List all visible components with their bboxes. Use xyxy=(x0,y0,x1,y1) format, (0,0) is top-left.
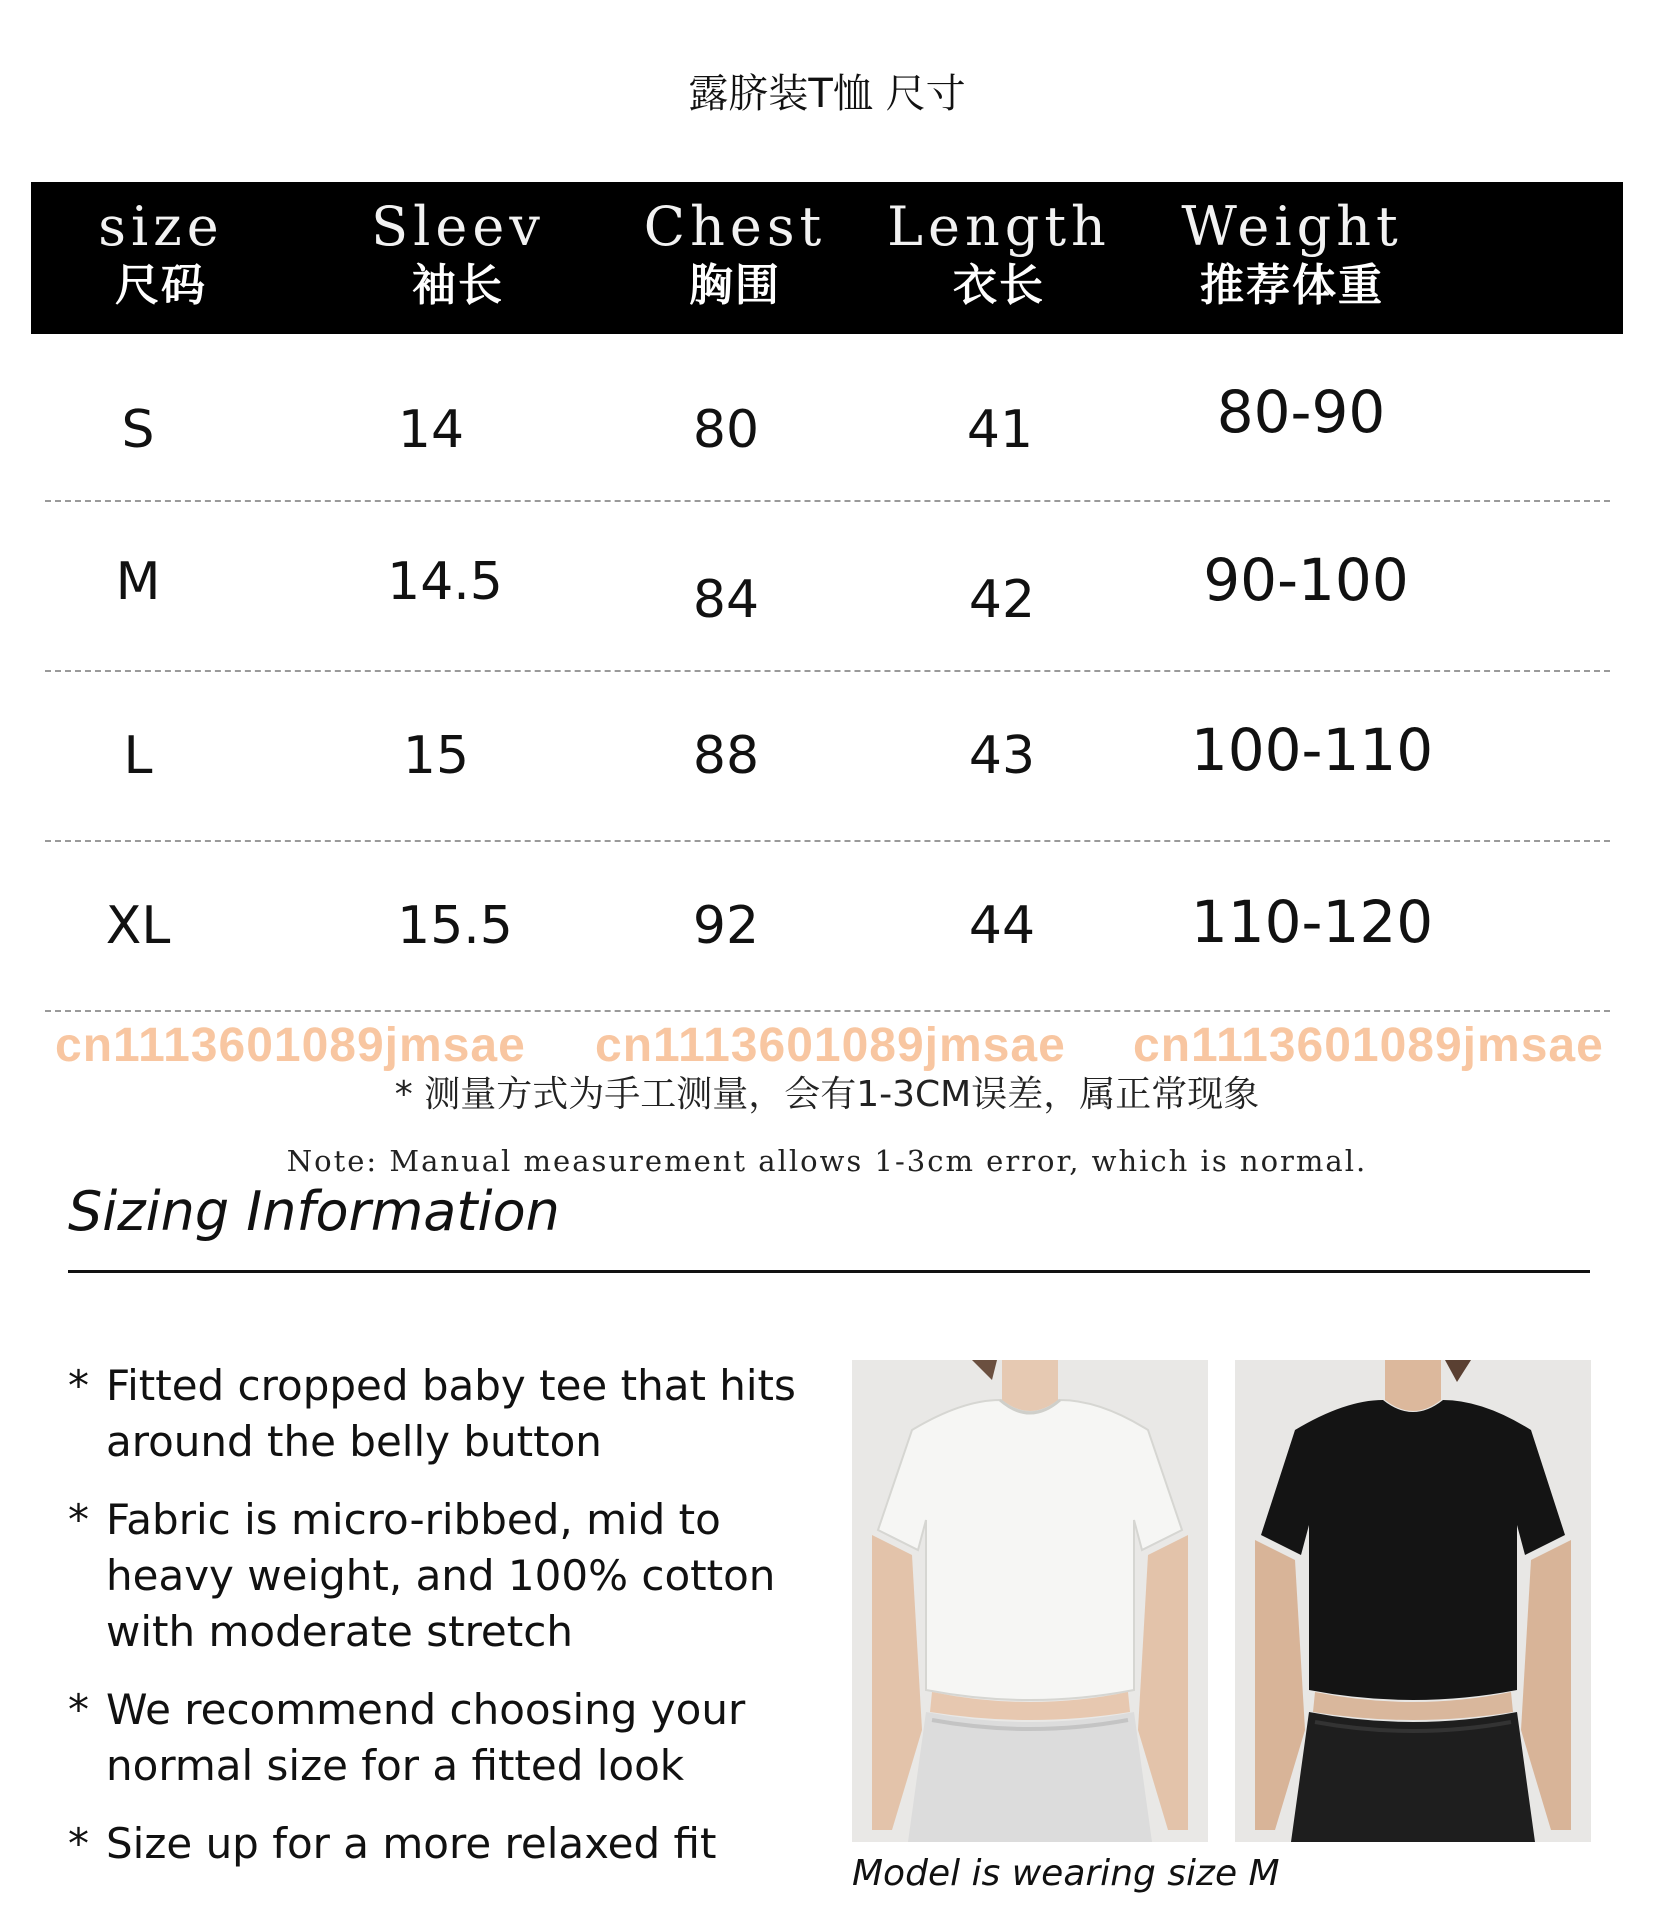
sizing-info-title: Sizing Information xyxy=(68,1180,560,1243)
cell-chest: 80 xyxy=(692,400,760,460)
cell-length: 41 xyxy=(966,400,1034,460)
bullet-text: Fitted cropped baby tee that hits around the belly button xyxy=(106,1361,796,1466)
header-weight-zh: 推荐体重 xyxy=(1200,260,1384,311)
header-sleeve-zh: 袖长 xyxy=(412,260,504,311)
header-size-en: size xyxy=(98,195,224,258)
bullet-marker: * xyxy=(68,1361,89,1410)
cell-sleeve: 14.5 xyxy=(387,552,503,612)
cell-weight: 110-120 xyxy=(1190,888,1434,956)
sizing-bullet-list xyxy=(68,1358,848,1894)
cell-sleeve: 15 xyxy=(402,726,470,786)
list-item xyxy=(68,1492,848,1660)
bullet-text: Fabric is micro-ribbed, mid to heavy weight, and 100% cotton with moderate stretch xyxy=(106,1495,776,1656)
cell-sleeve: 15.5 xyxy=(397,896,513,956)
cell-weight: 90-100 xyxy=(1203,546,1409,614)
model-illustration-black xyxy=(1235,1360,1591,1842)
header-length-zh: 衣长 xyxy=(953,260,1045,311)
cell-weight: 80-90 xyxy=(1216,378,1386,446)
header-weight-en: Weight xyxy=(1181,195,1403,258)
header-chest-zh: 胸围 xyxy=(689,260,781,311)
model-photo-white-tee xyxy=(852,1360,1208,1842)
list-item xyxy=(68,1682,848,1794)
cell-length: 43 xyxy=(968,726,1036,786)
watermark-text: cn1113601089jmsae xyxy=(55,1019,526,1072)
row-divider xyxy=(45,1010,1610,1012)
cell-chest: 84 xyxy=(692,570,760,630)
cell-chest: 92 xyxy=(692,896,760,956)
cell-length: 44 xyxy=(968,896,1036,956)
bullet-text: We recommend choosing your normal size for a fitted look xyxy=(106,1685,746,1790)
cell-size: S xyxy=(121,400,155,460)
header-size xyxy=(11,196,311,314)
measurement-note-cn: * 测量方式为手工测量，会有1-3CM误差，属正常现象 xyxy=(394,1074,1260,1115)
header-length xyxy=(849,196,1149,314)
sizing-divider xyxy=(68,1270,1590,1273)
page-title: 露脐装T恤 尺寸 xyxy=(688,71,966,117)
header-size-zh: 尺码 xyxy=(115,260,207,311)
header-length-en: Length xyxy=(887,195,1111,258)
list-item xyxy=(68,1816,848,1872)
size-table-header xyxy=(31,182,1623,334)
row-divider xyxy=(45,840,1610,842)
header-chest-en: Chest xyxy=(643,195,827,258)
header-sleeve xyxy=(308,196,608,314)
header-sleeve-en: Sleev xyxy=(371,195,545,258)
bullet-marker: * xyxy=(68,1685,89,1734)
photo-caption: Model is wearing size M xyxy=(852,1853,1280,1894)
bullet-marker: * xyxy=(68,1495,89,1544)
list-item xyxy=(68,1358,848,1470)
bullet-marker: * xyxy=(68,1819,89,1868)
cell-sleeve: 14 xyxy=(397,400,465,460)
cell-size: XL xyxy=(105,896,171,956)
cell-length: 42 xyxy=(968,570,1036,630)
row-divider xyxy=(45,670,1610,672)
cell-weight: 100-110 xyxy=(1190,716,1434,784)
watermark-text: cn1113601089jmsae xyxy=(1133,1019,1604,1072)
watermark-text: cn1113601089jmsae xyxy=(595,1019,1066,1072)
header-weight xyxy=(1142,196,1442,314)
cell-size: L xyxy=(123,726,153,786)
row-divider xyxy=(45,500,1610,502)
model-illustration-white xyxy=(852,1360,1208,1842)
cell-size: M xyxy=(115,552,161,612)
measurement-note-en: Note: Manual measurement allows 1-3cm error, which is normal. xyxy=(286,1144,1368,1178)
cell-chest: 88 xyxy=(692,726,760,786)
header-chest xyxy=(585,196,885,314)
bullet-text: Size up for a more relaxed fit xyxy=(106,1819,717,1868)
model-photo-black-tee xyxy=(1235,1360,1591,1842)
